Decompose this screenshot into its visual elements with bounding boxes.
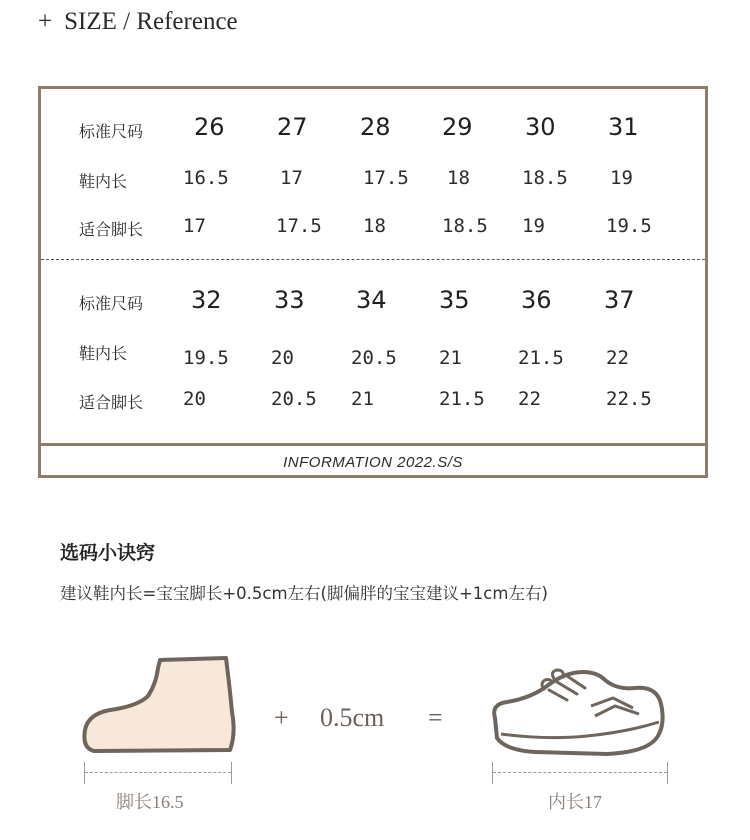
group-divider — [41, 259, 705, 260]
inner-length-cell: 21 — [439, 347, 462, 369]
shoe-length-label: 内长17 — [548, 792, 602, 812]
foot-length-cell: 17 — [183, 215, 206, 237]
shoe-length-guide — [492, 762, 668, 784]
foot-length-label: 脚长16.5 — [116, 792, 184, 812]
size-cell: 31 — [608, 113, 639, 141]
inner-length-cell: 16.5 — [183, 167, 229, 189]
inner-length-cell: 17 — [280, 167, 303, 189]
inner-length-cell: 20.5 — [351, 347, 397, 369]
plus-sign: + — [274, 703, 289, 732]
foot-length-cell: 17.5 — [276, 215, 322, 237]
size-cell: 30 — [525, 113, 556, 141]
shoe-icon — [487, 660, 667, 760]
section-header — [38, 8, 238, 36]
foot-length-guide — [84, 762, 232, 784]
foot-length-cell: 21.5 — [439, 388, 485, 410]
foot-length-cell: 20.5 — [271, 388, 317, 410]
row-label-foot: 适合脚长 — [79, 393, 144, 412]
row-label-inner: 鞋内长 — [79, 172, 128, 191]
foot-length-cell: 18 — [363, 215, 386, 237]
foot-icon — [80, 650, 240, 760]
size-cell: 32 — [191, 286, 222, 314]
row-label-size: 标准尺码 — [79, 294, 144, 313]
inner-length-cell: 19 — [610, 167, 633, 189]
table-footer-text: INFORMATION 2022.S/S — [283, 454, 463, 471]
foot-length-cell: 19 — [522, 215, 545, 237]
row-label-size: 标准尺码 — [79, 122, 144, 141]
size-cell: 29 — [442, 113, 473, 141]
row-label-inner: 鞋内长 — [79, 344, 128, 363]
size-cell: 33 — [274, 286, 305, 314]
size-cell: 28 — [360, 113, 391, 141]
inner-length-cell: 20 — [271, 347, 294, 369]
size-cell: 34 — [356, 286, 387, 314]
size-cell: 36 — [521, 286, 552, 314]
inner-length-cell: 19.5 — [183, 347, 229, 369]
row-label-foot: 适合脚长 — [79, 220, 144, 239]
tips-title: 选码小诀窍 — [60, 542, 156, 564]
foot-length-cell: 18.5 — [442, 215, 488, 237]
foot-length-cell: 21 — [351, 388, 374, 410]
size-cell: 26 — [194, 113, 225, 141]
inner-length-cell: 18 — [447, 167, 470, 189]
footer-divider — [41, 443, 705, 446]
inner-length-cell: 21.5 — [518, 347, 564, 369]
size-cell: 37 — [604, 286, 635, 314]
foot-length-cell: 22 — [518, 388, 541, 410]
foot-length-cell: 20 — [183, 388, 206, 410]
inner-length-cell: 18.5 — [522, 167, 568, 189]
inner-length-cell: 17.5 — [363, 167, 409, 189]
foot-length-cell: 19.5 — [606, 215, 652, 237]
size-table — [38, 86, 708, 478]
equals-sign: = — [428, 703, 443, 732]
size-cell: 35 — [439, 286, 470, 314]
foot-length-cell: 22.5 — [606, 388, 652, 410]
tips-text: 建议鞋内长=宝宝脚长+0.5cm左右(脚偏胖的宝宝建议+1cm左右) — [60, 584, 548, 603]
size-cell: 27 — [277, 113, 308, 141]
section-title: SIZE / Reference — [64, 8, 238, 35]
plus-icon: + — [38, 8, 53, 35]
inner-length-cell: 22 — [606, 347, 629, 369]
allowance-value: 0.5cm — [320, 703, 385, 732]
